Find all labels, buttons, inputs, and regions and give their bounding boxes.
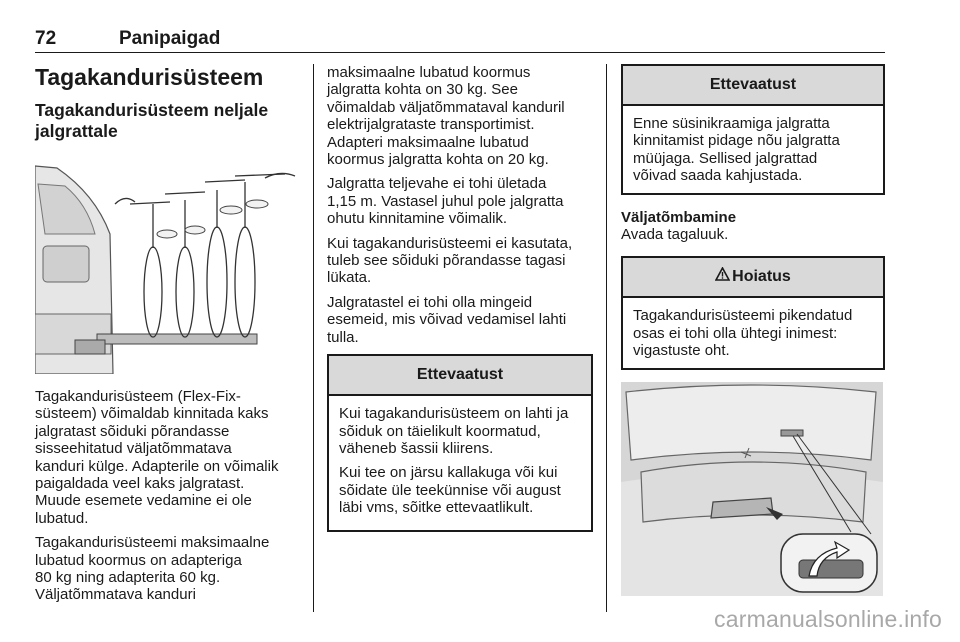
header-rule: [35, 52, 885, 53]
caution-box-title: Ettevaatust: [623, 66, 883, 106]
caution-text: Kui tagakandurisüsteem on lahti ja sõiduk on täielikult koormatud, väheneb šassii kliirens.: [339, 405, 569, 457]
tailgate-illustration: [621, 382, 883, 596]
subsection-title: Tagakandurisüsteem neljale jalgrattale: [35, 100, 269, 141]
wheelbase-paragraph: Jalgratta teljevahe ei tohi ületada 1,15 m. Vastasel juhul pole jalgratta ohutu kinnitamine võimalik.: [327, 175, 564, 228]
warning-text: Tagakandurisüsteemi pikendatud osas ei tohi olla ühtegi inimest: vigastuste oht.: [633, 307, 853, 360]
column-divider-2: [606, 64, 607, 612]
column-1: [35, 64, 300, 611]
extend-instruction: Avada tagaluuk.: [621, 226, 729, 244]
warning-box: [621, 256, 885, 369]
column-3: [621, 64, 885, 596]
bike-carrier-illustration: [35, 164, 300, 374]
caution-box-clearance: [327, 354, 593, 531]
retract-paragraph: Kui tagakandurisüsteemi ei kasutata, tuleb see sõiduki põrandasse tagasi lükata.: [327, 234, 573, 287]
section-title: Tagakandurisüsteem: [35, 64, 264, 90]
intro-paragraph: Tagakandurisüsteem (Flex-Fix- süsteem) võimaldab kinnitada kaks jalgratast sõiduki põrandasse sisseehitatud väljatõmmatava kanduri külge. Adapterile on võimalik paigaldada veel kaks jalgratast. Muude esemete vedamine ei ole lubatud.: [35, 388, 279, 527]
max-load-paragraph: maksimaalne lubatud koormus jalgratta kohta on 30 kg. See võimaldab väljatõmmataval kanduril elektrijalgrataste transportimist. Adapteri maksimaalne lubatud koormus jalgratta kohta on 20 kg.: [327, 64, 565, 169]
loose-items-paragraph: Jalgratastel ei tohi olla mingeid esemeid, mis võivad vedamisel lahti tulla.: [327, 293, 567, 346]
caution-text: Kui tee on järsu kallakuga või kui sõidate üle teekünnise või august läbi vms, sõitke ettevaatlikult.: [339, 464, 561, 517]
extend-subheading: Väljatõmbamine: [621, 208, 737, 226]
running-title: Panipaigad: [119, 28, 221, 49]
warning-box-title: Hoiatus: [623, 258, 883, 298]
page-number: 72: [35, 28, 57, 49]
load-paragraph: Tagakandurisüsteemi maksimaalne lubatud koormus on adapteriga 80 kg ning adapterita 60 kg. Väljatõmmatava kanduri: [35, 534, 270, 604]
caution-box-title: Ettevaatust: [329, 356, 591, 396]
warning-triangle-icon: [715, 258, 730, 296]
column-2: [327, 64, 593, 550]
page-header: [35, 28, 885, 50]
column-divider-1: [313, 64, 314, 612]
caution-box-carbon: [621, 64, 885, 195]
watermark: carmanualsonline.info: [714, 606, 942, 632]
caution-text: Enne süsinikraamiga jalgratta kinnitamist pidage nõu jalgratta müüjaga. Sellised jalgrattad võivad saada kahjustada.: [633, 115, 840, 185]
